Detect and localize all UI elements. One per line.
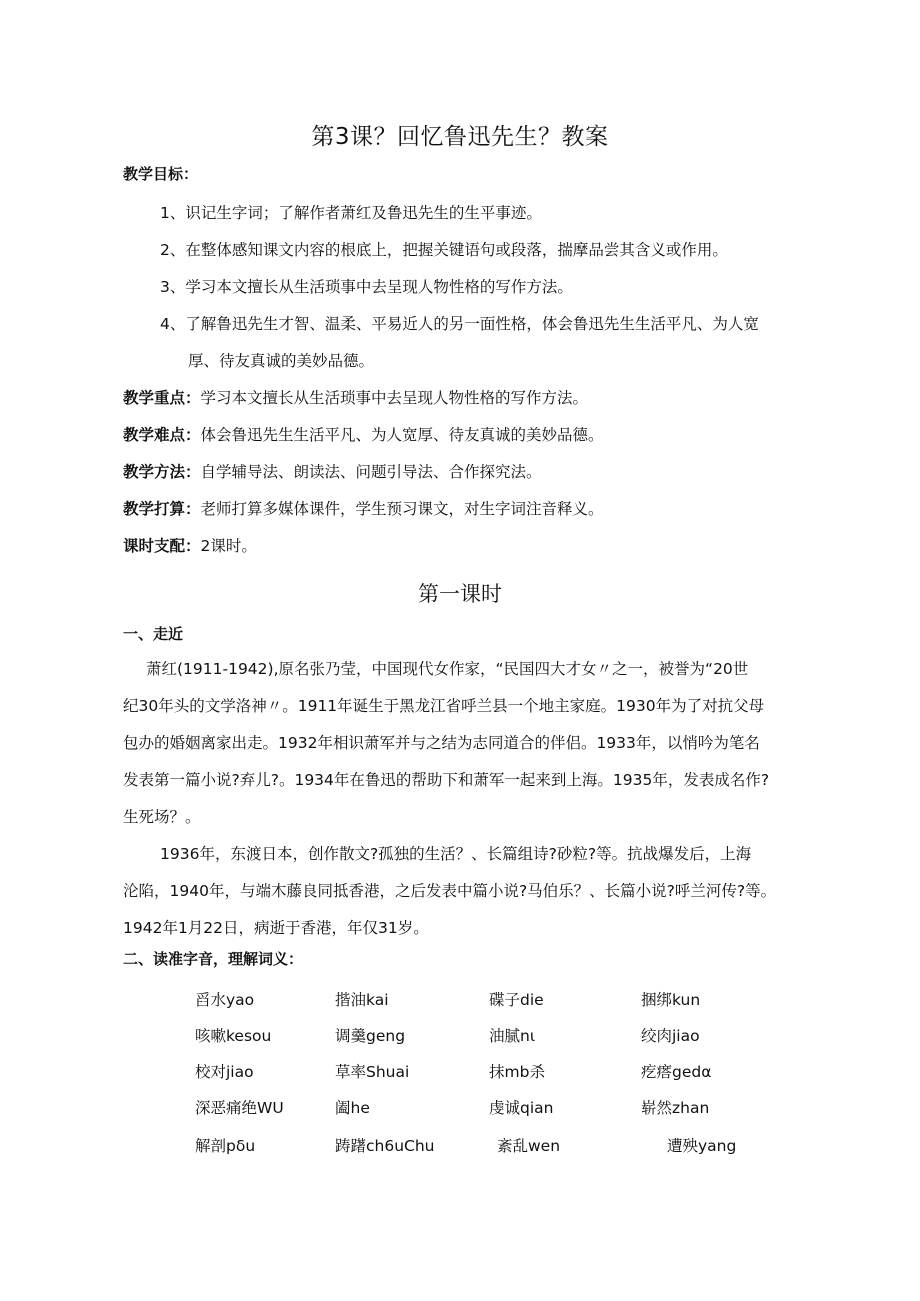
para-line: 沦陷，1940年，与端木藤良同抵香港，之后发表中篇小说?马伯乐？、长篇小说?呼兰河传?等。	[123, 882, 777, 900]
field-value: 体会鲁迅先生生活平凡、为人宽厚、待友真诚的美妙品德。	[200, 426, 604, 444]
vocab-item: 崭然zhan	[641, 1099, 710, 1117]
vocab-item: 草率Shuai	[335, 1063, 410, 1081]
vocab-item: 揩油kai	[335, 991, 389, 1009]
vocab-item: 绞肉jiao	[641, 1027, 700, 1045]
para-line: 包办的婚姻离家出走。1932年相识萧军并与之结为志同道合的伴侣。1933年，以悄吟为笔名	[123, 734, 760, 752]
para-line: 1942年1月22日，病逝于香港，年仅31岁。	[123, 919, 429, 937]
vocab-item: 碟子die	[489, 991, 544, 1009]
para-line: 纪30年头的文学洛神〃。1911年诞生于黑龙江省呼兰县一个地主家庭。1930年为了对抗父母	[123, 697, 765, 715]
field-label: 教学重点：	[123, 389, 201, 407]
objective-item: 1、识记生字词；了解作者萧红及鲁迅先生的生平事迹。	[160, 204, 542, 222]
field-label: 教学难点：	[123, 426, 201, 444]
vocab-item: 咳嗽kesou	[195, 1027, 272, 1045]
vocab-item: 校对jiao	[195, 1063, 254, 1081]
para-line: 萧红(1911-1942),原名张乃莹，中国现代女作家，“民国四大才女〃之一，被誉为“20世	[146, 660, 749, 678]
section1-heading: 一、走近	[123, 625, 184, 643]
vocab-table	[0, 983, 920, 1163]
paragraph-bio-1	[123, 651, 813, 836]
vocab-item: 阖he	[335, 1099, 370, 1117]
field-label: 教学打算：	[123, 500, 201, 518]
vocab-item: 踌躇ch6uChu	[335, 1137, 435, 1155]
field-schedule	[123, 534, 257, 556]
section2-heading: 二、读准字音，理解词义：	[123, 950, 304, 968]
paragraph-bio-2	[123, 836, 813, 947]
vocab-item: 深恶痛绝WU	[195, 1099, 284, 1117]
vocab-item: 遭殃yang	[667, 1137, 737, 1155]
objective-item: 2、在整体感知课文内容的根底上，把握关键语句或段落，揣摩品尝其含义或作用。	[160, 241, 728, 259]
vocab-item: 抹mb杀	[489, 1063, 545, 1081]
field-value: 老师打算多媒体课件，学生预习课文，对生字词注音释义。	[200, 500, 604, 518]
para-line: 发表第一篇小说?弃儿?。1934年在鲁迅的帮助下和萧军一起来到上海。1935年，发表成名作?	[123, 771, 770, 789]
objective-item: 3、学习本文擅长从生活琐事中去呈现人物性格的写作方法。	[160, 278, 573, 296]
vocab-item: 解剖pδu	[195, 1137, 256, 1155]
field-methods	[123, 460, 542, 482]
para-line: 1936年，东渡日本，创作散文?孤独的生活？、长篇组诗?砂粒?等。抗战爆发后，上海	[160, 845, 752, 863]
vocab-item: 舀水yao	[195, 991, 255, 1009]
field-difficulties	[123, 423, 604, 445]
vocab-item: 紊乱wen	[497, 1137, 561, 1155]
field-value: 学习本文擅长从生活琐事中去呈现人物性格的写作方法。	[200, 389, 589, 407]
para-line: 生死场？。	[123, 808, 201, 826]
field-preparation	[123, 497, 604, 519]
vocab-item: 调羹geng	[335, 1027, 406, 1045]
field-value: 2课时。	[200, 537, 257, 555]
vocab-item: 疙瘩gedα	[641, 1063, 712, 1081]
objectives-heading: 教学目标：	[123, 165, 199, 183]
vocab-item: 油腻nι	[489, 1027, 536, 1045]
vocab-item: 虔诚qian	[489, 1099, 554, 1117]
document-title: 第3课？回忆鲁迅先生？教案	[311, 124, 609, 150]
field-label: 教学方法：	[123, 463, 201, 481]
objective-item: 4、了解鲁迅先生才智、温柔、平易近人的另一面性格，体会鲁迅先生生活平凡、为人宽	[160, 315, 759, 333]
field-key-points	[123, 386, 588, 408]
vocab-item: 捆绑kun	[641, 991, 701, 1009]
objective-item-continuation: 厚、待友真诚的美妙品德。	[188, 352, 375, 370]
field-value: 自学辅导法、朗读法、问题引导法、合作探究法。	[200, 463, 542, 481]
lesson-title: 第一课时	[418, 582, 502, 606]
field-label: 课时支配：	[123, 537, 201, 555]
